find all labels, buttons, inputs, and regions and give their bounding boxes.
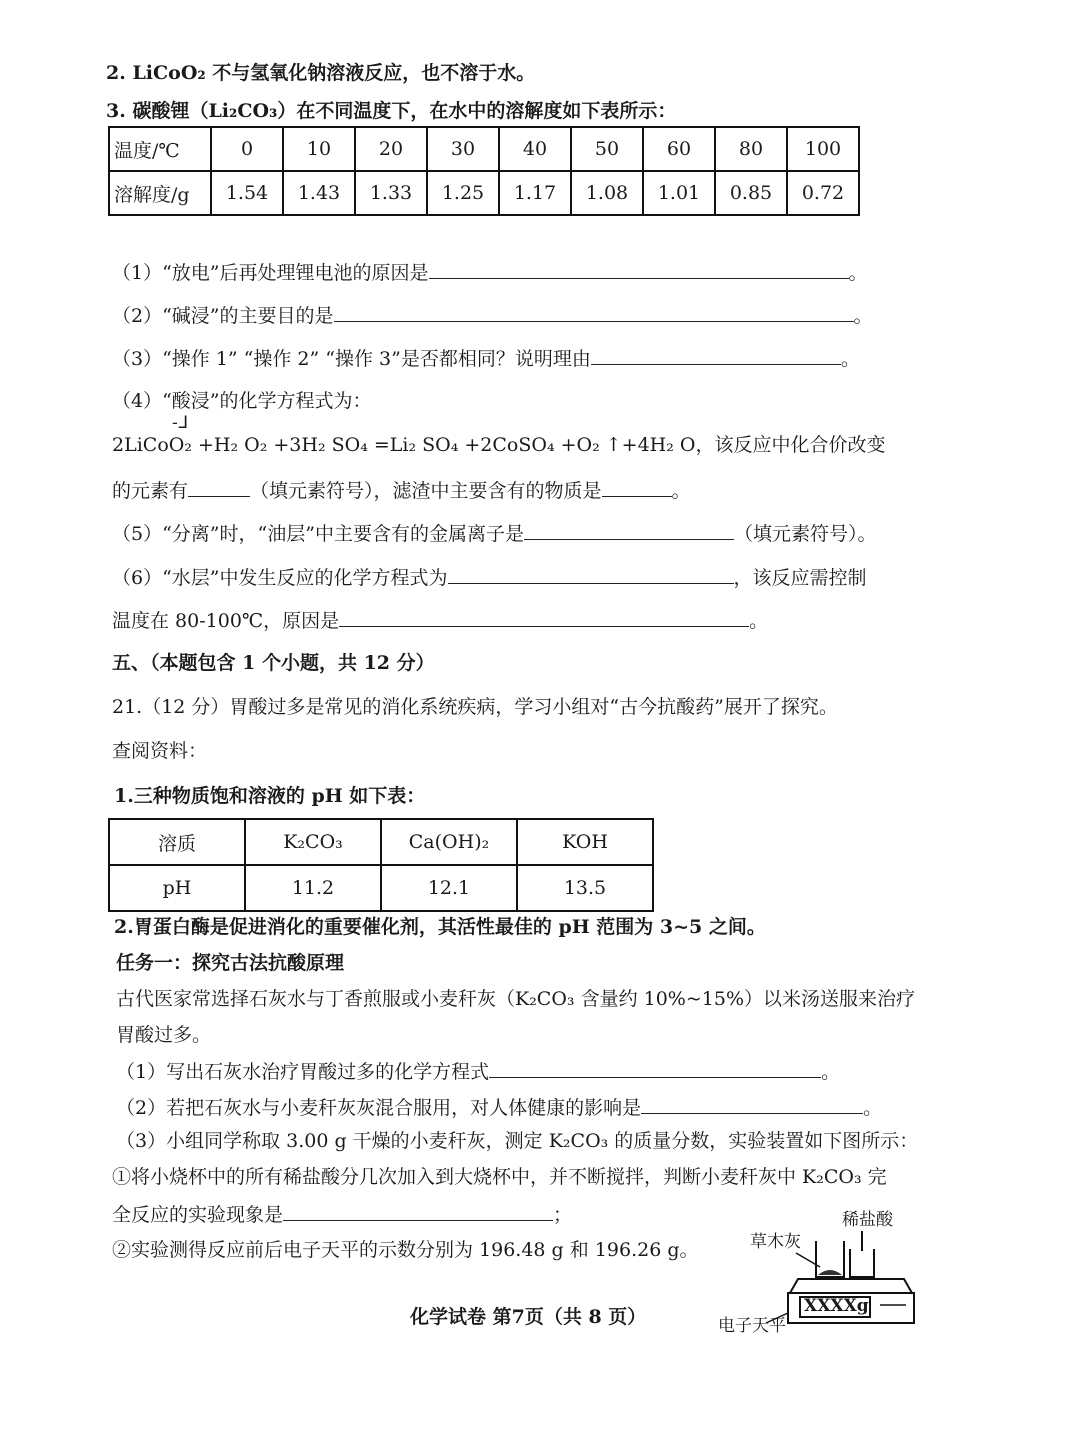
step-1-cont	[112, 1200, 572, 1228]
section-title: 五、（本题包含 1 个小题，共 12 分）	[112, 652, 435, 674]
temp-cell: 50	[571, 127, 643, 171]
temp-cell: 60	[643, 127, 715, 171]
solubility-table	[108, 126, 860, 216]
reference-heading: 查阅资料：	[112, 740, 208, 762]
question-text: （3）“操作 1” “操作 2” “操作 3”是否都相同？说明理由	[112, 348, 591, 370]
answer-blank[interactable]	[641, 1093, 863, 1114]
question-text: （5）“分离”时，“油层”中主要含有的金属离子是	[112, 523, 524, 545]
table-cell: pH	[109, 865, 245, 911]
answer-blank[interactable]	[334, 301, 854, 322]
temp-cell: 0	[211, 127, 283, 171]
punctuation: 。	[863, 1097, 883, 1119]
question-text: 的元素有	[112, 480, 189, 502]
step-2: ②实验测得反应前后电子天平的示数分别为 196.48 g 和 196.26 g。	[112, 1239, 699, 1261]
table-row	[109, 171, 859, 215]
temp-cell: 40	[499, 127, 571, 171]
question-6-cont	[112, 606, 768, 634]
note-2: 2. LiCoO₂ 不与氢氧化钠溶液反应，也不溶于水。	[106, 62, 536, 84]
question-text: （填元素符号），滤渣中主要含有的物质是	[250, 480, 602, 502]
small-beaker	[850, 1249, 874, 1277]
solubility-cell: 1.25	[427, 171, 499, 215]
label-balance: 电子天平	[718, 1316, 786, 1336]
label-plant-ash: 草木灰	[750, 1232, 801, 1252]
label-dilute-acid: 稀盐酸	[842, 1210, 893, 1230]
question-text: 温度在 80-100℃，原因是	[112, 610, 340, 632]
table-row	[109, 865, 653, 911]
solubility-cell: 1.43	[283, 171, 355, 215]
balance-readout: XXXXg	[804, 1296, 869, 1316]
table-row	[109, 127, 859, 171]
subquestion-2	[116, 1093, 882, 1121]
question-4: （4）“酸浸”的化学方程式为：	[112, 390, 372, 412]
apparatus-diagram	[720, 1205, 925, 1335]
question-text: （1）写出石灰水治疗胃酸过多的化学方程式	[116, 1061, 490, 1083]
subquestion-1	[116, 1057, 840, 1085]
answer-blank[interactable]	[429, 258, 849, 279]
paragraph-1: 古代医家常选择石灰水与丁香煎服或小麦秆灰（K₂CO₃ 含量约 10%~15%）以米汤送服来治疗	[116, 988, 916, 1010]
question-text: ，该反应需控制	[733, 567, 867, 589]
page-footer: 化学试卷 第7页（共 8 页）	[410, 1306, 647, 1328]
question-3	[112, 344, 860, 372]
question-text: （6）“水层”中发生反应的化学方程式为	[112, 567, 448, 589]
punctuation: 。	[853, 305, 873, 327]
question-text: （2）若把石灰水与小麦秆灰灰混合服用，对人体健康的影响是	[116, 1097, 642, 1119]
answer-blank[interactable]	[591, 344, 841, 365]
task-1-title: 任务一：探究古法抗酸原理	[116, 952, 345, 974]
punctuation: 。	[848, 262, 868, 284]
temp-cell: 20	[355, 127, 427, 171]
question-4-blanks	[112, 476, 691, 504]
answer-blank[interactable]	[524, 519, 734, 540]
solubility-cell: 1.33	[355, 171, 427, 215]
reference-2: 2.胃蛋白酶是促进消化的重要催化剂，其活性最佳的 pH 范围为 3~5 之间。	[114, 916, 766, 938]
table-header-cell: 溶质	[109, 819, 245, 865]
temp-cell: 100	[787, 127, 859, 171]
answer-blank[interactable]	[489, 1057, 821, 1078]
ash-pile	[818, 1270, 842, 1275]
answer-blank[interactable]	[339, 606, 749, 627]
question-text: 全反应的实验现象是	[112, 1204, 284, 1226]
table-cell: 12.1	[381, 865, 517, 911]
solubility-cell: 1.54	[211, 171, 283, 215]
punctuation: ；	[553, 1204, 573, 1226]
note-3: 3. 碳酸锂（Li₂CO₃）在不同温度下，在水中的溶解度如下表所示：	[106, 100, 677, 122]
answer-blank[interactable]	[283, 1200, 553, 1221]
question-6	[112, 563, 867, 591]
table-row	[109, 819, 653, 865]
table-header-cell: K₂CO₃	[245, 819, 381, 865]
table-header-cell: KOH	[517, 819, 653, 865]
solubility-cell: 1.08	[571, 171, 643, 215]
table-cell-header: 温度/℃	[109, 127, 211, 171]
question-text: （1）“放电”后再处理锂电池的原因是	[112, 262, 429, 284]
table-cell: 11.2	[245, 865, 381, 911]
balance-pan	[790, 1279, 912, 1293]
solubility-cell: 0.85	[715, 171, 787, 215]
temp-cell: 10	[283, 127, 355, 171]
question-1	[112, 258, 868, 286]
question-text: （2）“碱浸”的主要目的是	[112, 305, 334, 327]
temp-cell: 80	[715, 127, 787, 171]
question-21: 21.（12 分）胃酸过多是常见的消化系统疾病，学习小组对“古今抗酸药”展开了探究。	[112, 696, 838, 718]
answer-blank[interactable]	[602, 476, 672, 497]
step-1: ①将小烧杯中的所有稀盐酸分几次加入到大烧杯中，并不断搅拌，判断小麦秆灰中 K₂CO₃ 完	[112, 1166, 887, 1188]
question-2	[112, 301, 873, 329]
punctuation: 。	[821, 1061, 841, 1083]
paragraph-2: 胃酸过多。	[116, 1024, 212, 1046]
handwritten-mark: -ᒧ	[172, 413, 189, 433]
table-cell-header: 溶解度/g	[109, 171, 211, 215]
question-5	[112, 519, 876, 547]
punctuation: 。	[840, 348, 860, 370]
temp-cell: 30	[427, 127, 499, 171]
equation-line: 2LiCoO₂ +H₂ O₂ +3H₂ SO₄ =Li₂ SO₄ +2CoSO₄ +O₂ ↑+4H₂ O，该反应中化合价改变	[112, 434, 886, 456]
solubility-cell: 1.01	[643, 171, 715, 215]
solubility-cell: 0.72	[787, 171, 859, 215]
question-text: （填元素符号）。	[733, 523, 877, 545]
table-cell: 13.5	[517, 865, 653, 911]
reference-1: 1.三种物质饱和溶液的 pH 如下表：	[114, 785, 426, 807]
answer-blank[interactable]	[188, 476, 250, 497]
solubility-cell: 1.17	[499, 171, 571, 215]
table-header-cell: Ca(OH)₂	[381, 819, 517, 865]
ph-table	[108, 818, 654, 912]
answer-blank[interactable]	[448, 563, 734, 584]
subquestion-3: （3）小组同学称取 3.00 g 干燥的小麦秆灰，测定 K₂CO₃ 的质量分数，实验装置如下图所示：	[116, 1130, 919, 1152]
punctuation: 。	[671, 480, 691, 502]
punctuation: 。	[749, 610, 769, 632]
